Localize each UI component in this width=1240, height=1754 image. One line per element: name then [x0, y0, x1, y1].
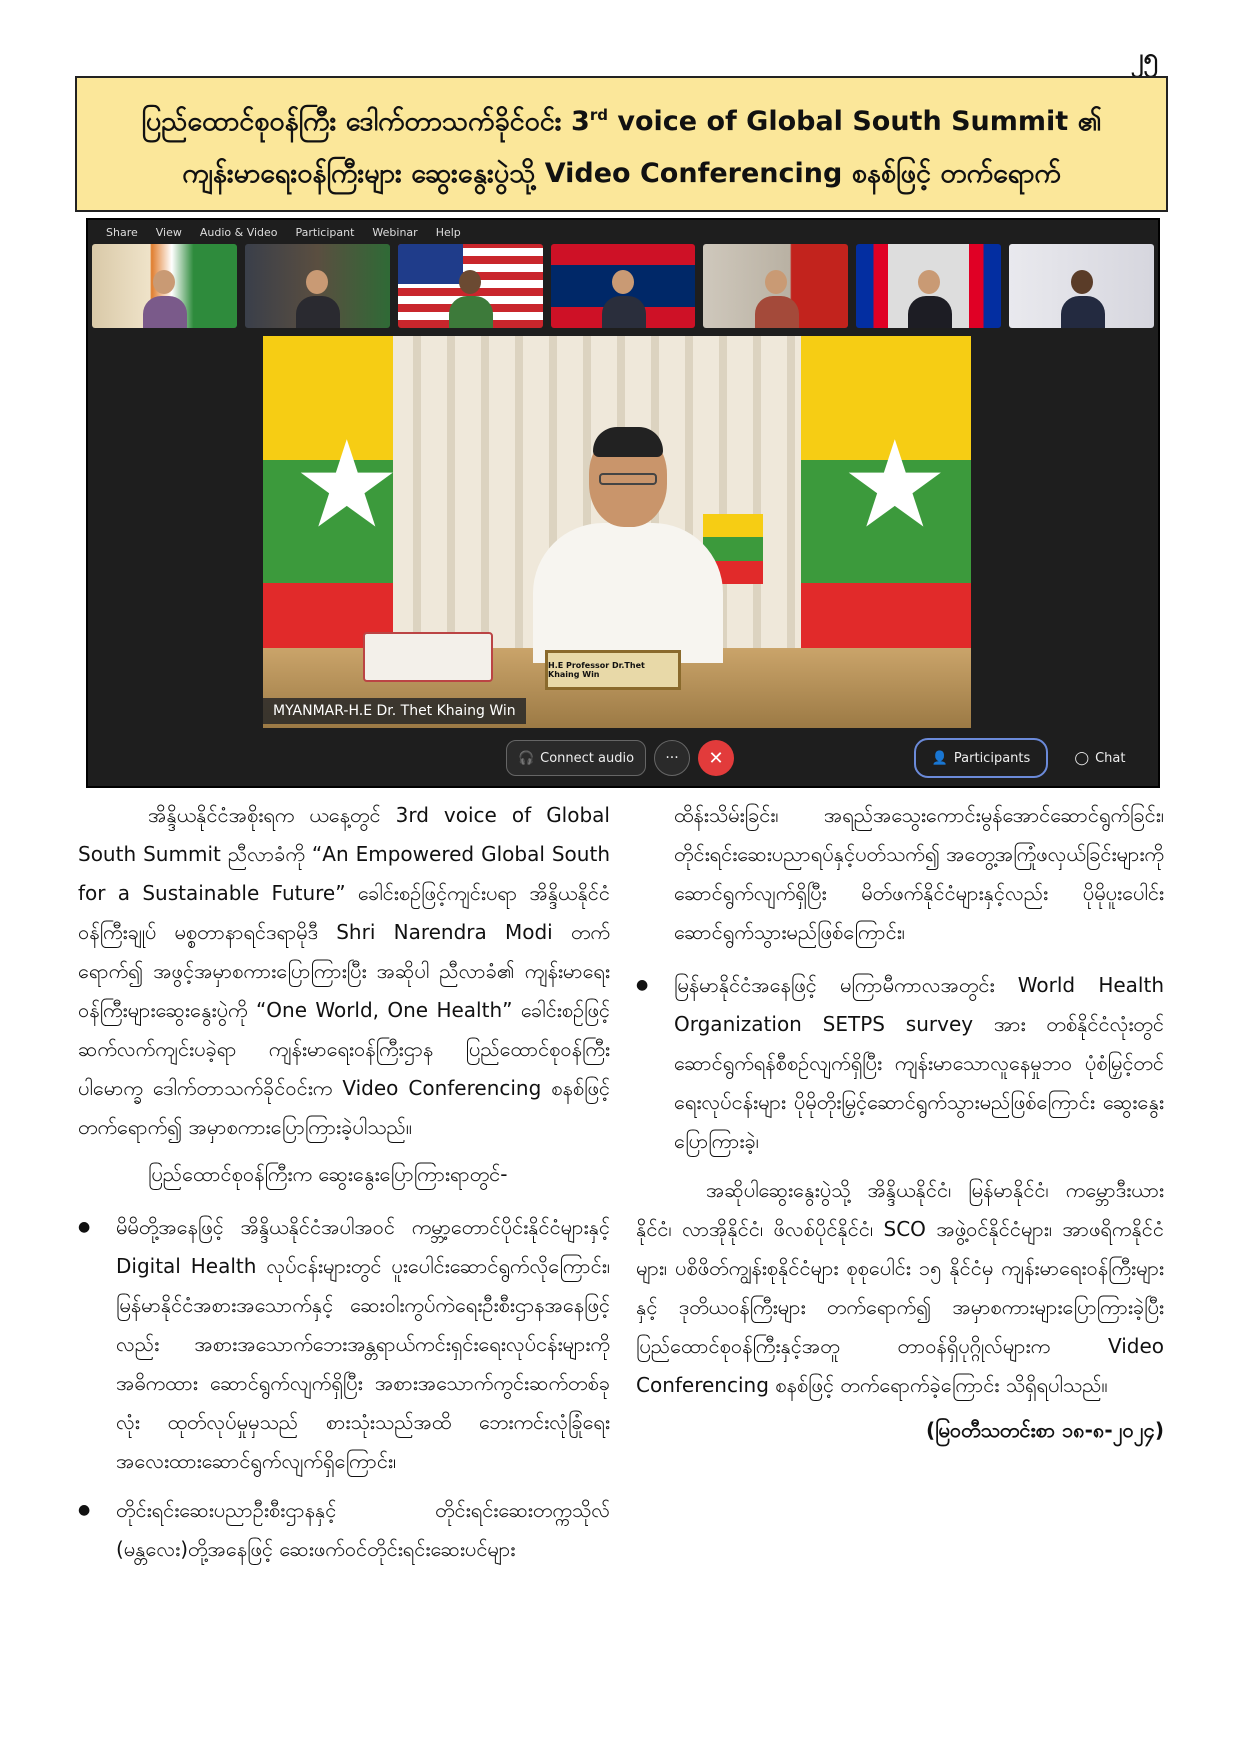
more-options-button[interactable]: ···: [654, 740, 690, 776]
myanmar-flag-right: ★: [801, 336, 971, 706]
participant-thumbnails: [92, 244, 1154, 328]
bullet-item: ● မြန်မာနိုင်ငံအနေဖြင့် မကြာမီကာလအတွင်း World Health Organization SETPS survey အား တစ်နိုင်ငံလုံးတွင် ဆောင်ရွက်ရန်စီစဉ်လျက်ရှိပြီး ကျန်းမာသောလူနေမှုဘဝ ပုံစံမြှင့်တင်ရေးလုပ်ငန်းများ ပိုမိုတိုးမြှင့်ဆောင်ရွက်သွားမည်ဖြစ်ကြောင်း ဆွေးနွေးပြောကြားခဲ့၊: [636, 966, 1164, 1161]
chat-bubble-icon: ◯: [1074, 750, 1090, 766]
menu-participant[interactable]: Participant: [295, 226, 355, 239]
end-call-button[interactable]: ✕: [698, 740, 734, 776]
menu-help[interactable]: Help: [435, 226, 461, 239]
participant-thumbnail[interactable]: [551, 244, 696, 328]
participant-thumbnail[interactable]: [245, 244, 390, 328]
bullet-item: ● တိုင်းရင်းဆေးပညာဦးစီးဌာနနှင့် တိုင်းရင်းဆေးတက္ကသိုလ် (မန္တလေး)တို့အနေဖြင့် ဆေးဖက်ဝင်တိုင်းရင်းဆေးပင်များ: [78, 1491, 610, 1569]
participant-figure: [296, 270, 338, 328]
person-icon: 👤: [931, 750, 948, 766]
participant-figure: [449, 270, 491, 328]
speaker-figure: [533, 431, 723, 661]
participant-figure: [143, 270, 185, 328]
article-column-left: [78, 796, 610, 1579]
myanmar-flag-left: ★: [263, 336, 393, 706]
chat-button[interactable]: ◯ Chat: [1074, 750, 1126, 766]
connect-audio-button[interactable]: 🎧 Connect audio: [506, 740, 646, 776]
bullet-continuation: ထိန်းသိမ်းခြင်း၊ အရည်အသွေးကောင်းမွန်အောင်ဆောင်ရွက်ခြင်း၊ တိုင်းရင်းဆေးပညာရပ်နှင့်ပတ်သက်၍ အတွေ့အကြုံဖလှယ်ခြင်းများကို ဆောင်ရွက်လျက်ရှိပြီး မိတ်ဖက်နိုင်ငံများနှင့်လည်း ပိုမိုပူးပေါင်းဆောင်ရွက်သွားမည်ဖြစ်ကြောင်း၊: [674, 803, 1164, 944]
menu-view[interactable]: View: [155, 226, 182, 239]
participant-figure: [908, 270, 950, 328]
participant-figure: [602, 270, 644, 328]
bullet-list: [78, 1208, 610, 1569]
speaker-name-label: MYANMAR-H.E Dr. Thet Khaing Win: [263, 698, 526, 724]
closing-paragraph: အဆိုပါဆွေးနွေးပွဲသို့ အိန္ဒိယနိုင်ငံ၊ မြန်မာနိုင်ငံ၊ ကမ္ဘောဒီးယားနိုင်ငံ၊ လာအိုနိုင်ငံ၊ ဖိလစ်ပိုင်နိုင်ငံ၊ SCO အဖွဲ့ဝင်နိုင်ငံများ၊ အာဖရိကနိုင်ငံများ၊ ပစိဖိတ်ကျွန်းစုနိုင်ငံများ စုစုပေါင်း ၁၅ နိုင်ငံမှ ကျန်းမာရေးဝန်ကြီးများနှင့် ဒုတိယဝန်ကြီးများ တက်ရောက်၍ အမှာစကားများပြောကြားခဲ့ပြီး ပြည်ထောင်စုဝန်ကြီးနှင့်အတူ တာဝန်ရှိပုဂ္ဂိုလ်များက Video Conferencing စနစ်ဖြင့် တက်ရောက်ခဲ့ကြောင်း သိရှိရပါသည်။: [636, 1178, 1164, 1397]
vc-menu-bar: [106, 226, 461, 239]
title-line-2: ကျန်းမာရေးဝန်ကြီးများ ဆွေးနွေးပွဲသို့ Video Conferencing စနစ်ဖြင့် တက်ရောက်: [182, 157, 1061, 189]
participant-thumbnail[interactable]: [92, 244, 237, 328]
participant-thumbnail[interactable]: [1009, 244, 1154, 328]
intro-paragraph: အိန္ဒိယနိုင်ငံအစိုးရက ယနေ့တွင် 3rd voice of Global South Summit ညီလာခံကို “An Empowered Global South for a Sustainable Future” ခေါင်းစဉ်ဖြင့်ကျင်းပရာ အိန္ဒိယနိုင်ငံဝန်ကြီးချုပ် မစ္စတာနာရင်ဒရာမိုဒီ Shri Narendra Modi တက်ရောက်၍ အဖွင့်အမှာစကားပြောကြားပြီး အဆိုပါ ညီလာခံ၏ ကျန်းမာရေးဝန်ကြီးများဆွေးနွေးပွဲကို “One World, One Health” ခေါင်းစဉ်ဖြင့် ဆက်လက်ကျင်းပခဲ့ရာ ကျန်းမာရေးဝန်ကြီးဌာန ပြည်ထောင်စုဝန်ကြီးပါမောက္ခ ဒေါက်တာသက်ခိုင်ဝင်းက Video Conferencing စနစ်ဖြင့် တက်ရောက်၍ အမှာစကားပြောကြားခဲ့ပါသည်။: [78, 803, 610, 1139]
vc-control-bar: [88, 730, 1158, 786]
menu-audio-video[interactable]: Audio & Video: [199, 226, 278, 239]
headset-icon: 🎧: [517, 750, 535, 766]
bullet-item: ● မိမိတို့အနေဖြင့် အိန္ဒိယနိုင်ငံအပါအဝင် ကမ္ဘာ့တောင်ပိုင်းနိုင်ငံများနှင့် Digital Health လုပ်ငန်းများတွင် ပူးပေါင်းဆောင်ရွက်လိုကြောင်း၊ မြန်မာနိုင်ငံအစားအသောက်နှင့် ဆေးဝါးကွပ်ကဲရေးဦးစီးဌာနအနေဖြင့်လည်း အစားအသောက်ဘေးအန္တရာယ်ကင်းရှင်းရေးလုပ်ငန်းများကို အဓိကထား ဆောင်ရွက်လျက်ရှိပြီး အစားအသောက်ကွင်းဆက်တစ်ခုလုံး ထုတ်လုပ်မှုမှသည် စားသုံးသည်အထိ ဘေးကင်းလုံခြုံရေး အလေးထားဆောင်ရွက်လျက်ရှိကြောင်း၊: [78, 1208, 610, 1481]
page-number: ၂၅: [1130, 43, 1158, 73]
participant-thumbnail[interactable]: [398, 244, 543, 328]
participant-thumbnail[interactable]: [703, 244, 848, 328]
lead-paragraph: ပြည်ထောင်စုဝန်ကြီးက ဆွေးနွေးပြောကြားရာတွင်-: [148, 1162, 508, 1186]
title-line-1: ပြည်ထောင်စုဝန်ကြီး ဒေါက်တာသက်ခိုင်ဝင်း 3rd voice of Global South Summit ၏: [141, 105, 1102, 137]
tissue-box: [363, 632, 493, 682]
participants-button[interactable]: 👤 Participants: [914, 738, 1048, 778]
participant-figure: [1061, 270, 1103, 328]
source-citation: (မြဝတီသတင်းစာ ၁၈-၈-၂၀၂၄): [925, 1418, 1164, 1442]
menu-webinar[interactable]: Webinar: [372, 226, 418, 239]
bullet-list: [636, 966, 1164, 1161]
nameplate: H.E Professor Dr.Thet Khaing Win: [545, 650, 681, 690]
active-speaker-video: [263, 336, 971, 728]
participant-thumbnail[interactable]: [856, 244, 1001, 328]
participant-figure: [755, 270, 797, 328]
video-conference-screenshot: [86, 218, 1160, 788]
menu-share[interactable]: Share: [106, 226, 138, 239]
article-column-right: [636, 796, 1164, 1450]
article-title: [75, 76, 1168, 212]
